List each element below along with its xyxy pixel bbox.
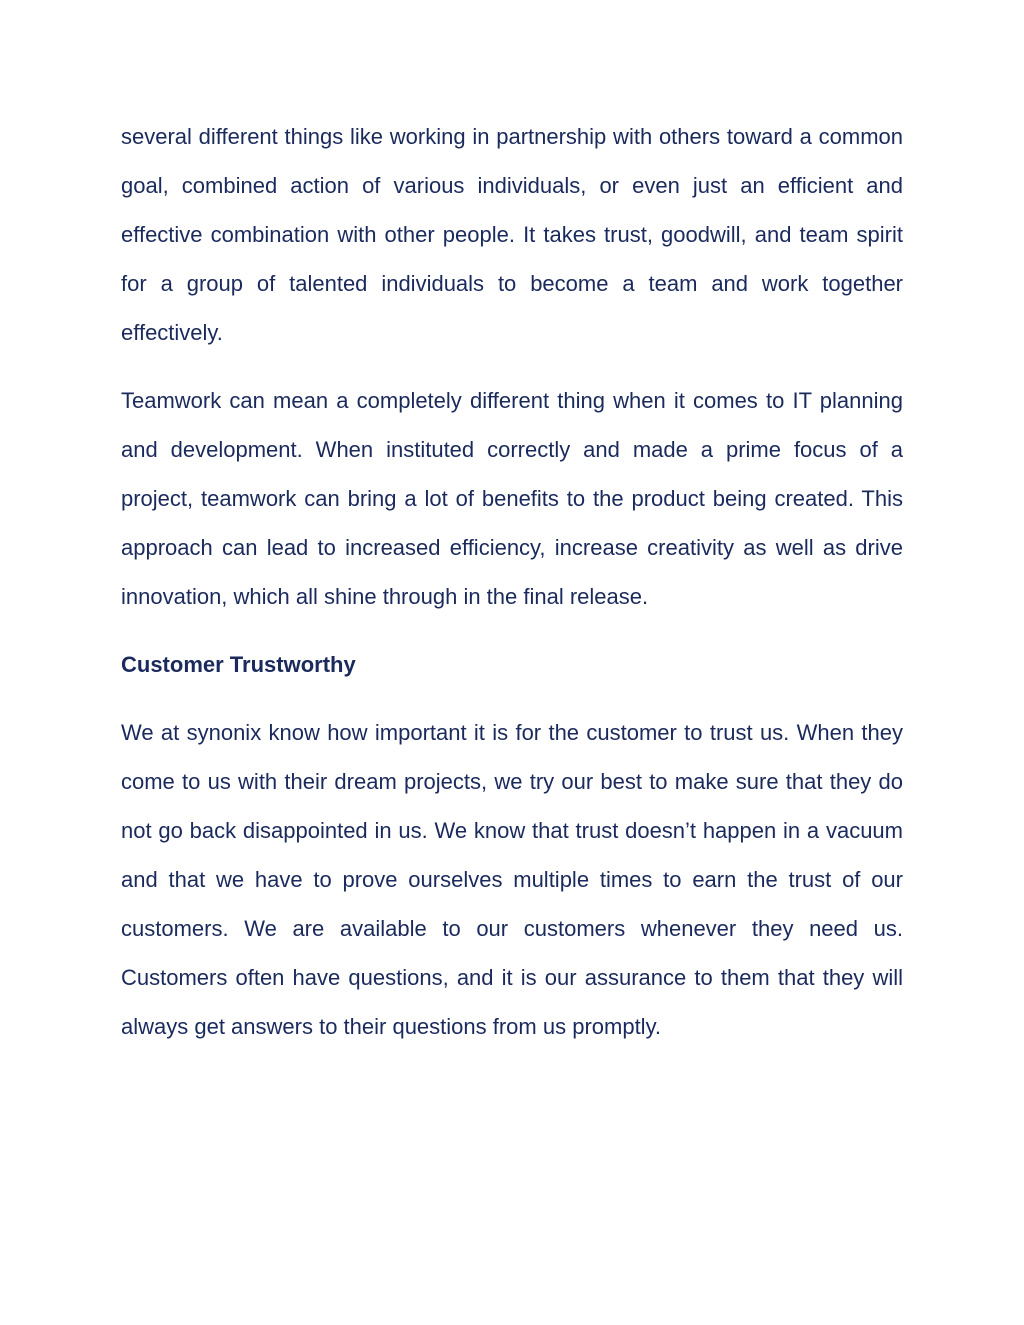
document-page [121, 112, 903, 1070]
paragraph-teamwork-it: Teamwork can mean a completely different thing when it comes to IT planning and development. When instituted correctly and made a prime focus of a project, teamwork can bring a lot of benefits to the product being created. This approach can lead to increased efficiency, increase creativity as well as drive innovation, which all shine through in the final release. [121, 388, 903, 609]
paragraph-teamwork-intro: several different things like working in partnership with others toward a common goal, combined action of various individuals, or even just an efficient and effective combination with other people. It takes trust, goodwill, and team spirit for a group of talented individuals to become a team and work together effectively. [121, 124, 903, 345]
section-heading-customer-trustworthy: Customer Trustworthy [121, 652, 356, 677]
paragraph-customer-trust: We at synonix know how important it is for the customer to trust us. When they come to us with their dream projects, we try our best to make sure that they do not go back disappointed in us. We know that trust doesn’t happen in a vacuum and that we have to prove ourselves multiple times to earn the trust of our customers. We are available to our customers whenever they need us. Customers often have questions, and it is our assurance to them that they will always get answers to their questions from us promptly. [121, 720, 903, 1039]
